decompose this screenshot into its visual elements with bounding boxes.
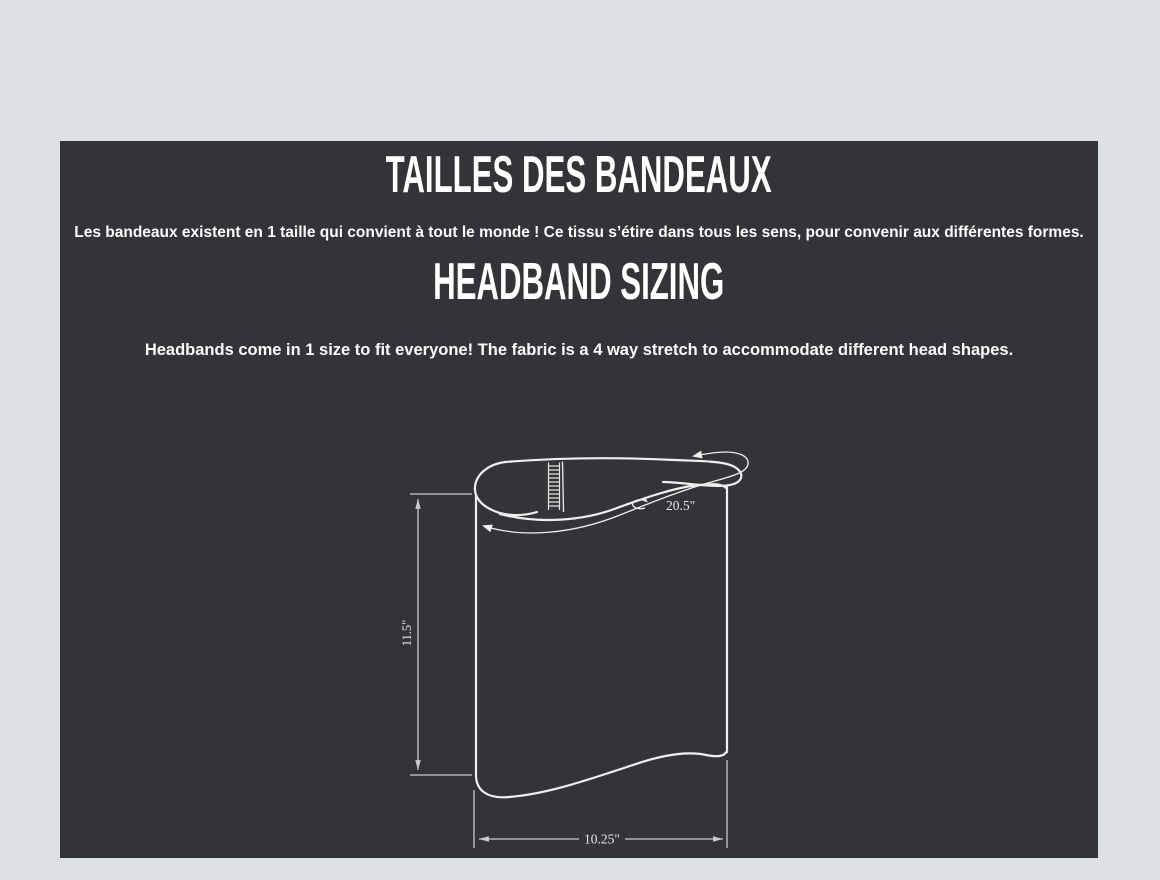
heading-en-text: HEADBAND SIZING (433, 253, 725, 311)
height-label: 11.5" (400, 619, 414, 647)
headband-diagram (395, 445, 755, 855)
circumference-label: 20.5" (666, 498, 696, 513)
subtitle-en: Headbands come in 1 size to fit everyone! The fabric is a 4 way stretch to accommodate different head shapes. (144, 341, 1014, 359)
wrap-direction-arrow (484, 452, 748, 533)
headband-top-edge (505, 458, 741, 486)
headband-body-left (476, 495, 727, 797)
heading-fr (60, 147, 1098, 203)
headband-left-bulb (475, 462, 537, 515)
tag-stitching (549, 463, 560, 511)
subtitle-fr: Les bandeaux existent en 1 taille qui convient à tout le monde ! Ce tissu s’étire dans tous les sens, pour convenir aux différentes formes. (74, 224, 1084, 241)
height-extension-lines (410, 494, 472, 775)
heading-fr-text: TAILLES DES BANDEAUX (386, 146, 772, 204)
heading-en (60, 254, 1098, 310)
sizing-info-panel (60, 141, 1098, 858)
tag-seam-line (563, 462, 564, 513)
width-label: 10.25" (584, 831, 620, 847)
